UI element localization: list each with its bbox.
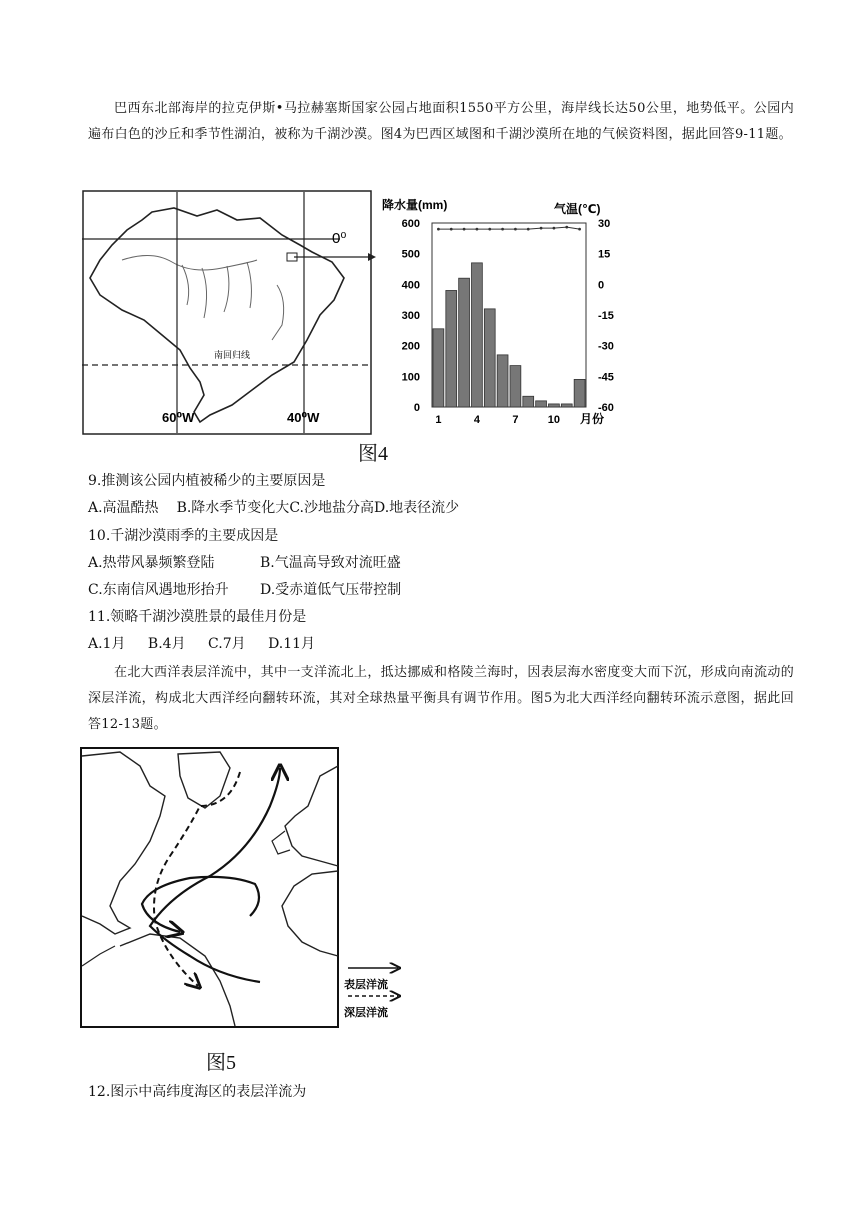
precip-bar [497,355,508,407]
q11-option-d[interactable]: D.11月 [268,636,316,652]
precip-bar [523,396,534,407]
temperature-point [501,228,504,231]
y2-tick-label: -15 [598,310,614,322]
y2-tick-label: 0 [598,279,605,292]
equator-label: 0⁰ [332,230,347,247]
y-tick-label: 0 [413,402,420,414]
precip-bar [446,290,457,407]
map-to-chart-arrow [292,250,378,264]
q11-option-a[interactable]: A.1月 [88,636,126,652]
q10-options-row2 [88,580,460,600]
temperature-point [527,228,530,231]
precip-bar [536,401,547,407]
q9-stem: 9.推测该公园内植被稀少的主要原因是 [88,473,326,489]
q10-option-b[interactable]: B.气温高导致对流旺盛 [260,555,401,571]
figure-4-caption: 图4 [358,443,388,465]
temperature-point [553,227,556,230]
intro-paragraph-2: 在北大西洋表层洋流中，其中一支洋流北上，抵达挪威和格陵兰海时，因表层海水密度变大而下沉，形成向南流动的深层洋流，构成北大西洋经向翻转环流，其对全球热量平衡具有调节作用。图5为北大西洋经向翻转环流示意图，据此回答12-13题。 [88,665,794,732]
y2-tick-label: 15 [598,248,611,261]
y-tick-label: 500 [401,248,420,261]
x-tick-label: 4 [473,414,480,426]
precip-bar [510,366,521,407]
y2-tick-label: -45 [598,371,614,384]
y2-tick-label: 30 [598,218,611,230]
lon40-label: 40⁰W [287,410,320,425]
x-tick-label: 7 [512,414,519,426]
q10-stem: 10.千湖沙漠雨季的主要成因是 [88,528,279,544]
x-tick-label: 10 [547,414,561,426]
precip-bar [574,379,585,407]
temperature-point [578,228,581,231]
y2-tick-label: -60 [598,402,614,414]
brazil-map [82,190,372,435]
q10-option-c[interactable]: C.东南信风遇地形抬升 [88,582,229,598]
temperature-point [565,226,568,229]
q11-stem: 11.领略千湖沙漠胜景的最佳月份是 [88,609,307,625]
y-tick-label: 400 [401,279,420,292]
figure-5-caption: 图5 [206,1052,236,1074]
temperature-point [540,227,543,230]
temperature-point [476,228,479,231]
q10-option-a[interactable]: A.热带风暴频繁登陆 [88,555,215,571]
tropic-label: 南回归线 [214,350,251,360]
temperature-point [437,228,440,231]
temperature-point [463,228,466,231]
precip-bar [484,309,495,407]
q9-options [88,498,477,518]
temperature-point [488,228,491,231]
q11-option-b[interactable]: B.4月 [147,636,186,652]
q10-option-d[interactable]: D.受赤道低气压带控制 [260,582,402,598]
lon60-label: 60⁰W [162,410,195,425]
precip-bar [459,278,470,407]
temperature-point [514,228,517,231]
atlantic-circulation-map [80,746,425,1031]
y-axis-label: 降水量(mm) [382,198,448,212]
legend-surface-label: 表层洋流 [344,979,388,991]
q9-option-b[interactable]: B.降水季节变化大 [176,500,290,516]
temperature-point [450,228,453,231]
precip-bar [472,263,483,407]
y-tick-label: 600 [401,218,420,230]
precip-bar [549,404,560,407]
climate-chart [376,195,626,430]
y2-axis-label: 气温(℃) [554,202,601,216]
precip-bar [433,329,444,407]
q9-option-c[interactable]: C.沙地盐分高 [289,500,374,516]
q9-option-a[interactable]: A.高温酷热 [88,500,159,516]
q11-option-c[interactable]: C.7月 [208,636,246,652]
y2-tick-label: -30 [598,340,614,353]
y-tick-label: 200 [401,340,420,353]
intro-paragraph-1: 巴西东北部海岸的拉克伊斯•马拉赫塞斯国家公园占地面积1550平方公里，海岸线长达50公里，地势低平。公园内遍布白色的沙丘和季节性湖泊，被称为千湖沙漠。图4为巴西区域图和千湖沙漠所在地的气候资料图，据此回答9-11题。 [88,101,794,142]
q11-options [88,634,333,654]
y-tick-label: 100 [401,371,420,384]
q9-option-d[interactable]: D.地表径流少 [373,500,460,516]
q12-stem: 12.图示中高纬度海区的表层洋流为 [88,1084,307,1100]
x-axis-label: 月份 [580,412,605,426]
x-tick-label: 1 [435,414,442,426]
precip-bar [561,404,572,407]
q10-options-row1 [88,553,460,573]
temperature-line [438,227,579,229]
legend-deep-label: 深层洋流 [344,1007,388,1019]
y-tick-label: 300 [401,310,420,322]
